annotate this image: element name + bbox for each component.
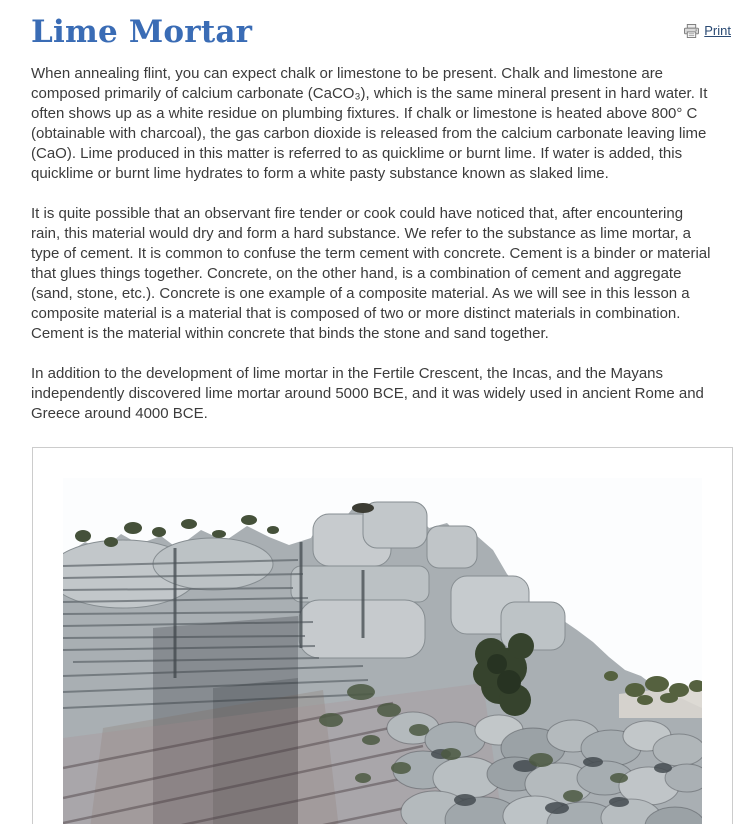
print-link[interactable]: [684, 23, 731, 38]
paragraph-history: In addition to the development of lime mortar in the Fertile Crescent, the Incas, and the Mayans independently discovered lime mortar around 5000 BCE, and it was widely used in ancient Rome and Greece around 4000 BCE.: [31, 365, 704, 422]
paragraph-lime-mortar-cement: It is quite possible that an observant fire tender or cook could have noticed that, after encountering rain, this material would dry and form a hard substance. We refer to the substance as lime mortar, a type of cement. It is common to confuse the term cement with concrete. Cement is a binder or material that glues things together. Concrete, on the other hand, is a combination of cement and aggregate (sand, stone, etc.). Concrete is one example of a composite material. As we will see in this lesson a composite material is a material that is composed of two or more distinct materials in combination. Cement is the material within concrete that binds the stone and sand together.: [31, 205, 711, 342]
lesson-content: [31, 64, 715, 444]
limestone-rock-photo: [63, 478, 702, 824]
print-link-label: Print: [704, 23, 731, 38]
limestone-rock-illustration: [63, 478, 702, 824]
printer-icon: [684, 24, 699, 38]
page-title: Lime Mortar: [31, 14, 253, 50]
limestone-photo-frame: [32, 447, 733, 824]
paragraph-annealing-flint: When annealing flint, you can expect chalk or limestone to be present. Chalk and limestone are composed primarily of calcium carbonate (CaCO₃), which is the same mineral present in hard water. It often shows up as a white residue on plumbing fixtures. If chalk or limestone is heated above 800° C (obtainable with charcoal), the gas carbon dioxide is released from the calcium carbonate leaving lime (CaO). Lime produced in this matter is referred to as quicklime or burnt lime. If water is added, this quicklime or burnt lime hydrates to form a white pasty substance known as slaked lime.: [31, 65, 708, 182]
